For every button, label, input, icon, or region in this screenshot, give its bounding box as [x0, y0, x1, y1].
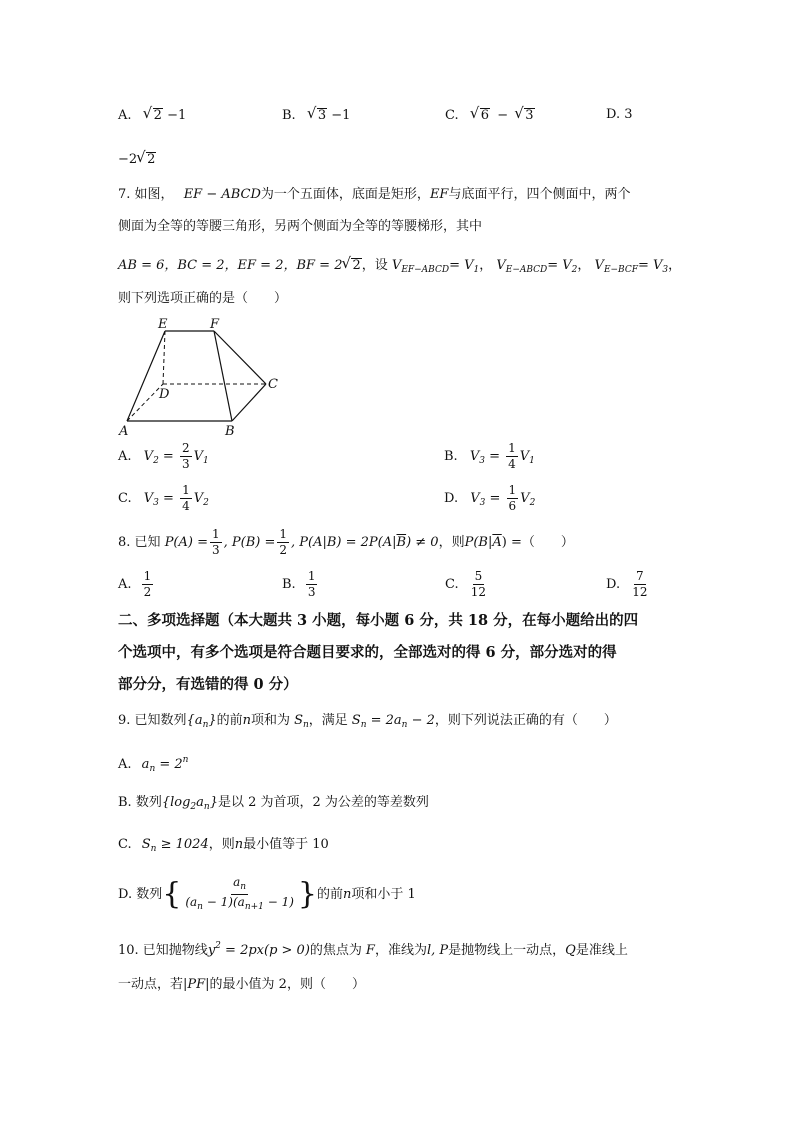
text: 与底面平行，四个侧面中，两个 [448, 187, 631, 202]
q7-line1 [118, 188, 630, 201]
target-end: ) =（ ） [501, 535, 574, 551]
q8-number: 8. 已知 [118, 535, 161, 551]
q6-option-c [445, 108, 535, 123]
sqrt-sign [515, 108, 534, 123]
q9-stem: 9. 已知数列$\{a_n\}$的前n项和为 $S_n$，满足 $S_n = 2a_n - 2$，则下列说法正确的有（ ） [118, 713, 617, 730]
complement-b: $\overline{B}$ [396, 535, 407, 551]
radicand: 2 [352, 258, 361, 273]
solid-expr: EF − ABCD [183, 187, 261, 202]
fraction: $\frac{1}{2}$ [279, 527, 288, 558]
q8-option-c: C. $\frac{5}{12}$ [445, 569, 487, 600]
option-b-rest: −1 [331, 108, 351, 123]
option-label: C. [118, 491, 132, 507]
edge-de [163, 331, 165, 384]
q10-line1: 10. 已知抛物线$y^2 = 2px(p > 0)$的焦点为 F，准线为l, P是抛物线上一动点，Q是准线上 [118, 941, 628, 958]
lhs: $V_2$ [143, 449, 159, 467]
edge-ad [127, 384, 163, 421]
option-label: A. [118, 449, 132, 465]
q7-option-c: C. $V_3$ = $\frac{1}{4}$ $V_2$ [118, 483, 209, 514]
given-lengths: AB = 6，BC = 2，EF = 2，BF = 2 [118, 258, 343, 273]
pentahedron-diagram [118, 314, 288, 438]
sequence: $\{a_n\}$ [186, 713, 217, 730]
pb: , P(B) = [223, 535, 276, 551]
ef-label: EF [429, 187, 449, 202]
sum: $S_n$ [294, 713, 309, 730]
text: 为一个五面体，底面是矩形， [260, 187, 430, 202]
q7-option-a: A. $V_2$ = $\frac{2}{3}$ $V_1$ [118, 441, 209, 472]
edge-ae [127, 331, 165, 421]
q6-option-a [118, 108, 186, 123]
edge-bc [232, 384, 266, 421]
q7-option-b: B. $V_3$ = $\frac{1}{4}$ $V_1$ [444, 441, 535, 472]
sqrt-sign [137, 152, 156, 167]
option-label: C. [445, 108, 459, 123]
minus-sign: − [497, 108, 509, 123]
condition-end: ) ≠ 0 [406, 535, 439, 551]
lhs: $V_3$ [469, 449, 485, 467]
q9-option-a: A. $a_n = 2^n$ [118, 755, 189, 774]
volume-v3: $V_{E-BCF}= V_3$ [594, 258, 669, 275]
section2-heading-line1: 二、多项选择题（本大题共 3 小题，每小题 6 分，共 18 分，在每小题给出的四 [118, 612, 639, 629]
q8-option-b: B. $\frac{1}{3}$ [282, 569, 316, 600]
pa: P(A) = [164, 535, 208, 551]
q9-option-b: B. 数列$\{\log_2a_n\}$是以 2 为首项，2 为公差的等差数列 [118, 795, 429, 812]
option-label: A. [118, 108, 132, 123]
condition: , P(A|B) = 2P(A| [291, 535, 397, 551]
vertex-label-b: B [225, 424, 235, 438]
radicand: 3 [525, 108, 534, 123]
ask: ，则 [438, 535, 465, 551]
radicand: 2 [147, 152, 156, 167]
text: ，设 [361, 258, 388, 273]
volume-v2: $V_{E-ABCD}= V_2$ [496, 258, 578, 275]
radicand: 3 [317, 108, 327, 123]
option-label: D. [444, 491, 459, 507]
fraction: $\frac{1}{3}$ [212, 527, 220, 558]
fraction: $\frac{1}{4}$ [182, 483, 190, 514]
prefix: −2 [118, 152, 138, 167]
fraction: $\frac{a_n}{(a_n - 1)(a_{n+1} - 1)}$ [185, 875, 294, 912]
q8-stem [118, 528, 574, 557]
q6-options [118, 106, 678, 126]
fraction: $\frac{1}{6}$ [508, 483, 517, 514]
q9-option-d: D. 数列{ $\frac{a_n}{(a_n - 1)(a_{n+1} - 1)}$ }的前n项和小于 1 [118, 875, 416, 912]
vertex-label-e: E [158, 317, 168, 332]
edge-bf [214, 331, 232, 421]
rhs: $V_2$ [520, 491, 536, 509]
q6-option-b [282, 108, 350, 123]
vertex-label-c: C [268, 377, 278, 392]
target: P(B| [464, 535, 493, 551]
lhs: $V_3$ [143, 491, 159, 509]
q7-line2: 侧面为全等的等腰三角形，另两个侧面为全等的等腰梯形，其中 [118, 219, 483, 234]
rhs: $V_1$ [519, 449, 535, 467]
sqrt-sign [144, 108, 163, 123]
edge-fc [214, 331, 266, 384]
q9-option-c: C. $S_n \ge 1024$，则n最小值等于 10 [118, 837, 329, 854]
option-label: B. [444, 449, 458, 465]
option-a-rest: −1 [167, 108, 187, 123]
section2-heading-line3: 部分分，有选错的得 0 分） [118, 676, 298, 693]
option-label: B. [282, 108, 296, 123]
volume-v1: $V_{EF-ABCD}= V_1$ [391, 258, 480, 275]
vertex-label-f: F [210, 317, 220, 332]
q8-option-d: D. $\frac{7}{12}$ [606, 569, 648, 600]
section2-heading-line2: 个选项中，有多个选项是符合题目要求的，全部选对的得 6 分，部分选对的得 [118, 644, 617, 661]
q7-option-d: D. $V_3$ = $\frac{1}{6}$ $V_2$ [444, 483, 536, 514]
radicand: 6 [480, 108, 490, 123]
complement-a: $\overline{A}$ [492, 535, 502, 551]
sqrt-sign [308, 108, 327, 123]
vertex-label-a: A [119, 424, 129, 438]
q6-option-d-continuation [118, 152, 156, 167]
sqrt-sign [471, 108, 490, 123]
q7-line3: AB = 6，BC = 2，EF = 2，BF = 2 √ 2，设 $V_{EF-ABCD}= V_1$， $V_{E-ABCD}= V_2$， $V_{E-BCF}= V_3$， [118, 258, 681, 275]
vertex-label-d: D [159, 387, 170, 402]
q10-line2: 一动点，若|PF|的最小值为 2，则（ ） [118, 977, 365, 992]
q7-line4: 则下列选项正确的是（ ） [118, 291, 288, 306]
equation: $S_n = 2a_n - 2$ [351, 713, 435, 730]
fraction: $\frac{1}{4}$ [508, 441, 516, 472]
fraction: $\frac{2}{3}$ [181, 441, 190, 472]
rhs: $V_1$ [193, 449, 209, 467]
q8-option-a: A. $\frac{1}{2}$ [118, 569, 152, 600]
radicand: 2 [153, 108, 162, 123]
sqrt-sign [342, 258, 361, 273]
pentahedron-figure [118, 314, 288, 438]
lhs: $V_3$ [470, 491, 486, 509]
rhs: $V_2$ [193, 491, 209, 509]
q7-number: 7. 如图， [118, 187, 174, 202]
q8-options [118, 570, 678, 600]
q6-option-d: D. 3 [606, 107, 633, 122]
